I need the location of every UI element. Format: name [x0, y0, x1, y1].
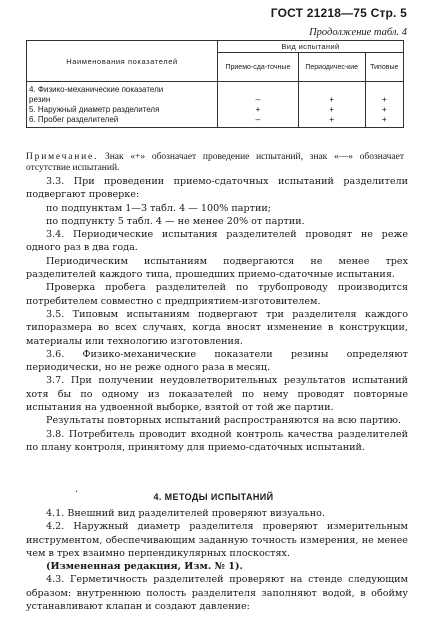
paragraph: 4.1. Внешний вид разделителей проверяют визуально. — [46, 508, 325, 519]
stray-mark: . — [75, 484, 79, 495]
table-row — [27, 105, 404, 115]
paragraph: 3.6. Физико-механические показатели резины определяют периодически, но не реже одного раза в месяц. — [26, 348, 408, 374]
paragraph: 3.5. Типовым испытаниям подвергают три разделителя каждого типоразмера во всех случаях, когда вносят изменение в конструкции, материалы или технологию изготовления. — [26, 308, 408, 347]
paragraph: Результаты повторных испытаний распространяются на всю партию. — [46, 415, 402, 427]
row-name: 4. Физико-механические показатели — [27, 82, 218, 96]
column-header-periodic: Периодичес-кие — [298, 53, 365, 82]
paragraph: 3.4. Периодические испытания разделителей проводят не реже одного раз в два года. — [26, 229, 408, 254]
paragraph: 3.3. При проведении приемо-сдаточных испытаний разделители подвергают проверке: — [26, 176, 408, 201]
table-row — [27, 115, 404, 128]
row-name: 6. Пробег разделителей — [27, 115, 218, 128]
mark-periodic: + — [298, 95, 365, 105]
paragraph: 3.8. Потребитель проводит входной контроль качества разделителей по плану контроля, принятому для приемо-сдаточных испытаний. — [26, 428, 408, 453]
column-header-acceptance: Приемо-сда-точные — [218, 53, 299, 82]
row-name: резин — [27, 95, 218, 105]
mark-acceptance: + — [218, 105, 299, 115]
section-4-text — [26, 507, 408, 613]
paragraph: 3.7. При получении неудовлетворительных результатов испытаний хотя бы по одному из показателей по нему проводят повторные испытания на удвоенной выборке, взятой от той же партии. — [26, 375, 408, 414]
mark-periodic: + — [298, 115, 365, 128]
tests-table — [26, 40, 404, 128]
mark-type: + — [365, 115, 403, 128]
row-name: 5. Наружный диаметр разделителя — [27, 105, 218, 115]
table-row — [27, 82, 404, 96]
amendment-note: (Измененная редакция, Изм. № 1). — [46, 561, 243, 573]
mark-type: + — [365, 105, 403, 115]
section-3-text — [26, 175, 408, 454]
note-label: Примечание. — [26, 152, 99, 162]
column-header-group: Вид испытаний — [218, 41, 404, 53]
paragraph: Проверка пробега разделителей по трубопроводу производится потребителем совместно с предприятием-изготовителем. — [26, 282, 408, 307]
mark-periodic — [298, 82, 365, 96]
mark-acceptance: — — [218, 95, 299, 105]
mark-type — [365, 82, 403, 96]
table-row — [27, 95, 404, 105]
table-continuation-label: Продолжение табл. 4 — [309, 27, 407, 38]
note-text: Знак «+» обозначает проведение испытаний, знак «—» обозначает отсутствие испытаний. — [26, 152, 405, 173]
column-header-type: Типовые — [365, 53, 403, 82]
paragraph: по подпунктам 1—3 табл. 4 — 100% партии; — [46, 202, 271, 214]
page-header: ГОСТ 21218—75 Стр. 5 — [270, 6, 407, 20]
mark-periodic: + — [298, 105, 365, 115]
paragraph: 4.3. Герметичность разделителей проверяют на стенде следующим образом: внутреннюю полость разделителя заполняют водой, в обойму устанавливают клапан и создают давление: — [26, 574, 408, 613]
column-header-name: Наименования показателей — [27, 41, 218, 82]
paragraph: Периодическим испытаниям подвергаются не менее трех разделителей каждого типа, прошедших приемо-сдаточные испытания. — [26, 255, 408, 281]
mark-type: + — [365, 95, 403, 105]
table-header-row — [27, 41, 404, 53]
table-note — [26, 152, 404, 174]
mark-acceptance: — — [218, 115, 299, 128]
section-heading: 4. МЕТОДЫ ИСПЫТАНИЙ — [153, 492, 274, 502]
paragraph: по подпункту 5 табл. 4 — не менее 20% от партии. — [46, 215, 305, 227]
mark-acceptance — [218, 82, 299, 96]
paragraph: 4.2. Наружный диаметр разделителя проверяют измерительным инструментом, обеспечивающим заданную точность измерения, не менее чем в трех взаимно перпендикулярных плоскостях. — [26, 521, 408, 559]
